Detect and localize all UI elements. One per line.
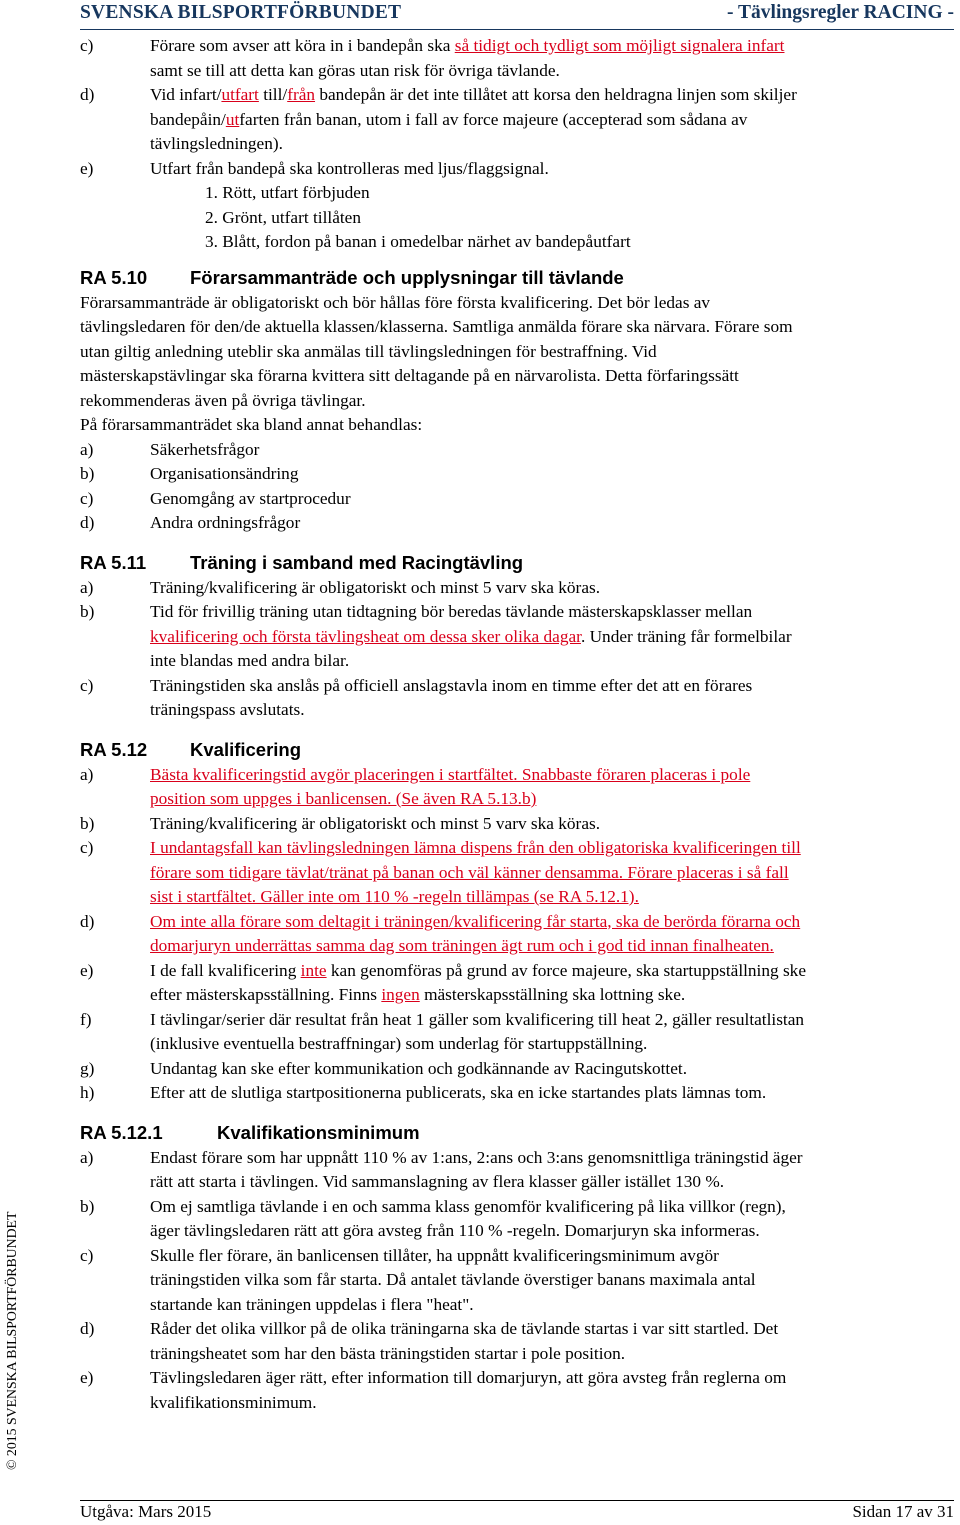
list-item: a) Säkerhetsfrågor — [80, 439, 260, 459]
list-item: f) I tävlingar/serier där resultat från heat 1 gäller som kvalificering till heat 2, gäller resultatlistan — [80, 1009, 805, 1029]
footer-edition: Utgåva: Mars 2015 — [80, 1502, 212, 1521]
numbered-item: 2. Grönt, utfart tillåten — [205, 207, 361, 227]
section-heading: RA 5.12 Kvalificering — [80, 738, 302, 760]
list-item: a) Endast förare som har uppnått 110 % av 1:ans, 2:ans och 3:ans genomsnittliga träningstid äger — [80, 1147, 803, 1167]
revised-text: från — [287, 85, 316, 104]
paragraph-line: rekommenderas även på övriga tävlingar. — [80, 390, 366, 410]
revised-text: inte — [300, 960, 327, 980]
list-item-e: e) Utfart från bandepå ska kontrolleras med ljus/flaggsignal. — [80, 158, 549, 178]
revised-text: ingen — [381, 985, 420, 1004]
paragraph-line: utan giltig anledning uteblir ska anmälas till tävlingsledningen för bestraffning. Vid — [80, 341, 657, 361]
list-item: b) Tid för frivillig träning utan tidtagning bör beredas tävlande mästerskapsklasser mellan — [80, 602, 753, 621]
footer-page-number: Sidan 17 av 31 — [852, 1502, 954, 1521]
list-item: e) I de fall kvalificering inte kan genomföras på grund av force majeure, ska startuppställning ske — [80, 960, 806, 980]
list-item: g) Undantag kan ske efter kommunikation och godkännande av Racingutskottet. — [80, 1058, 688, 1078]
paragraph-line: På förarsammanträdet ska bland annat behandlas: — [80, 415, 423, 434]
list-item: a) Träning/kvalificering är obligatoriskt och minst 5 varv ska köras. — [80, 577, 601, 597]
list-item: b) Träning/kvalificering är obligatoriskt och minst 5 varv ska köras. — [80, 813, 601, 833]
list-item: b) Om ej samtliga tävlande i en och samma klass genomför kvalificering på lika villkor (regn), — [80, 1196, 786, 1216]
paragraph-line: tävlingsledaren för den/de aktuella klassen/klasserna. Samtliga anmälda förare ska närvara. Förare som — [80, 317, 793, 336]
revised-text: så tidigt och tydligt som möjligt signalera infart — [454, 36, 785, 55]
list-item: e) Tävlingsledaren äger rätt, efter information till domarjuryn, att göra avsteg från reglerna om — [80, 1368, 787, 1387]
list-item: c) Skulle fler förare, än banlicensen tillåter, ha uppnått kvalificeringsminimum avgör — [80, 1245, 719, 1265]
list-item: d) Råder det olika villkor på de olika träningarna ska de tävlande startas i var sitt startled. Det — [80, 1319, 779, 1338]
header-rule — [80, 29, 954, 30]
revised-text: förare som tidigare tävlat/tränat på banan och väl känner densamma. Förare placeras i så fall — [150, 862, 789, 882]
header-org: SVENSKA BILSPORTFÖRBUNDET — [80, 2, 402, 23]
paragraph-line: Förarsammanträde är obligatoriskt och bör hållas före första kvalificering. Det bör ledas av — [80, 292, 711, 312]
numbered-item: 1. Rött, utfart förbjuden — [205, 183, 370, 202]
revised-text: sist i startfältet. Gäller inte om 110 % -regeln tillämpas (se RA 5.12.1). — [150, 887, 639, 906]
revised-text: ut — [225, 109, 240, 129]
list-item: c) I undantagsfall kan tävlingsledningen lämna dispens från den obligatoriska kvalificeringen till — [80, 838, 801, 857]
revised-text: utfart — [221, 85, 259, 104]
page-footer — [80, 1500, 954, 1524]
revised-text: I undantagsfall kan tävlingsledningen lämna dispens från den obligatoriska kvalificeringen till — [150, 838, 801, 857]
list-item-d: d) Vid infart/utfart till/från bandepån är det inte tillåtet att korsa den heldragna linjen som skiljer — [80, 85, 797, 104]
revised-text: kvalificering och första tävlingsheat om dessa sker olika dagar — [150, 626, 581, 646]
list-item: d) Om inte alla förare som deltagit i träningen/kvalificering får starta, ska de berörda förarna och — [80, 911, 801, 931]
side-copyright: © 2015 SVENSKA BILSPORTFÖRBUNDET — [4, 1211, 19, 1470]
page-header — [80, 2, 954, 30]
list-item: c) Genomgång av startprocedur — [80, 488, 351, 508]
list-item: d) Andra ordningsfrågor — [80, 513, 301, 532]
section-heading: RA 5.11 Träning i samband med Racingtävling — [80, 551, 524, 573]
list-item: c) Träningstiden ska anslås på officiell anslagstavla inom en timme efter det att en förares — [80, 675, 753, 695]
numbered-item: 3. Blått, fordon på banan i omedelbar närhet av bandepåutfart — [205, 232, 631, 251]
list-item-c: c) Förare som avser att köra in i bandepån ska så tidigt och tydligt som möjligt signalera infart — [80, 36, 785, 55]
paragraph-line: mästerskapstävlingar ska förarna kvittera sitt deltagande på en närvarolista. Detta förfaringssätt — [80, 366, 739, 385]
header-doc-title: - Tävlingsregler RACING - — [727, 2, 954, 23]
list-item: h) Efter att de slutliga startpositionerna publicerats, ska en icke startandes plats lämnas tom. — [80, 1083, 767, 1102]
revised-text: domarjuryn underrättas samma dag som träningen ägt rum och i god tid innan finalheaten. — [150, 936, 774, 955]
page-content: c) Förare som avser att köra in i bandepån ska så tidigt och tydligt som möjligt signalera infart samt se till att detta kan göras utan risk för övriga tävlande. d) Vid infart/utfart till/från bandepån är det inte tillåtet att korsa den heldragna linjen som skiljer bandepåin/utfarten från banan, utom i fall av force majeure (accepterad som sådana av tävlingsledningen). e) Utfart från bandepå ska kontrolleras med ljus/flaggsignal. 1. Rött, utfart förbjuden 2. Grönt, utfart tillåten 3. Blått, fordon på banan i omedelbar närhet av bandepåutfart RA 5.10 Förarsammanträde och upplysningar till tävlande Förarsammanträde är obligatoriskt och bör hållas före första kvalificering. Det bör ledas av tävlingsledaren för den/de aktuella klassen/klasserna. Samtliga anmälda förare ska närvara. Förare som utan giltig anledning uteblir ska anmälas till tävlingsledningen för bestraffning. Vid mästerskapstävlingar ska förarna kvittera sitt deltagande på en närvarolista. Detta förfaringssätt rekommenderas även på övriga tävlingar. På förarsammanträdet ska bland annat behandlas: a) Säkerhetsfrågor b) Organisationsändring c) Genomgång av startprocedur d) Andra ordningsfrågor RA 5.11 Träning i samband med Racingtävling a) Träning/kvalificering är obligatoriskt och minst 5 varv ska köras. b) Tid för frivillig träning utan tidtagning bör beredas tävlande mästerskapsklasser mellan kvalificering och första tävlingsheat om dessa sker olika dagar. Under träning får formelbilar inte blandas med andra bilar. c) Träningstiden ska anslås på officiell anslagstavla inom en timme efter det att en förares träningspass avslutats. RA 5.12 Kvalificering a) Bästa kvalificeringstid avgör placeringen i startfältet. Snabbaste föraren placeras i pole position som uppges i banlicensen. (Se även RA 5.13.b) b) Träning/kvalificering är obligatoriskt och minst 5 varv ska köras. c) I undantagsfall kan tävlingsledningen lämna dispens från den obligatoriska kvalificeringen till förare som tidigare tävlat/tränat på banan och väl känner densamma. Förare placeras i så fall sist i startfältet. Gäller inte om 110 % -regeln tillämpas (se RA 5.12.1). d) Om inte alla förare som deltagit i träningen/kvalificering får starta, ska de berörda förarna och domarjuryn underrättas samma dag som träningen ägt rum och i god tid innan finalheaten. e) I de fall kvalificering inte kan genomföras på grund av force majeure, ska startuppställning ske efter mästerskapsställning. Finns ingen mästerskapsställning ska lottning ske. f) I tävlingar/serier där resultat från heat 1 gäller som kvalificering till heat 2, gäller resultatlistan (inklusive eventuella bestraffningar) som underlag för startuppställning. g) Undantag kan ske efter kommunikation och godkännande av Racingutskottet. h) Efter att de slutliga startpositionerna publicerats, ska en icke startandes plats lämnas tom. RA 5.12.1 Kvalifikationsminimum a) Endast förare som har uppnått 110 % av 1:ans, 2:ans och 3:ans genomsnittliga träningstid äger rätt att starta i tävlingen. Vid sammanslagning av flera klasser gäller istället 130 %. b) Om ej samtliga tävlande i en och samma klass genomför kvalificering på lika villkor (regn), äger tävlingsledaren rätt att göra avsteg från 110 % -regeln. Domarjuryn ska informeras. c) Skulle fler förare, än banlicensen tillåter, ha uppnått kvalificeringsminimum avgör träningstiden vilka som får starta. Då antalet tävlande överstiger banans maximala antal startande kan träningen uppdelas i flera "heat". d) Råder det olika villkor på de olika träningarna ska de tävlande startas i var sitt startled. Det träningsheatet som har den bästa träningstiden startar i pole position. e) Tävlingsledaren äger rätt, efter information till domarjuryn, att göra avsteg från reglerna om kvalifikationsminimum. — [80, 34, 960, 1415]
footer-rule — [80, 1500, 954, 1501]
revised-text: Om inte alla förare som deltagit i träningen/kvalificering får starta, ska de berörda förarna och — [150, 911, 801, 931]
list-item: a) Bästa kvalificeringstid avgör placeringen i startfältet. Snabbaste föraren placeras i pole — [80, 764, 751, 784]
revised-text: position som uppges i banlicensen. (Se även RA 5.13.b) — [150, 789, 537, 808]
section-heading: RA 5.12.1 Kvalifikationsminimum — [80, 1121, 420, 1143]
revised-text: Bästa kvalificeringstid avgör placeringen i startfältet. Snabbaste föraren placeras i pole — [150, 764, 751, 784]
list-item: b) Organisationsändring — [80, 464, 299, 483]
section-heading: RA 5.10 Förarsammanträde och upplysningar till tävlande — [80, 266, 624, 288]
